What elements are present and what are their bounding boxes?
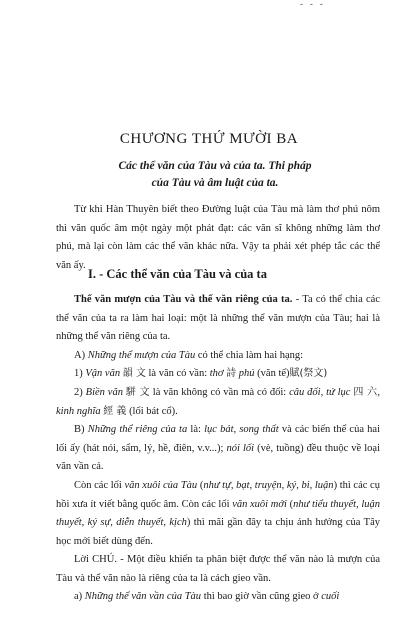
example-kinh-nghia: , kinh nghĩa — [56, 387, 380, 417]
top-edge-marks: - - - — [300, 0, 325, 10]
chapter-subtitle-line-1: Các thể văn của Tàu và của ta. Thi pháp — [118, 160, 312, 172]
text-1: là văn có vần: — [145, 368, 210, 379]
paragraph-note — [56, 551, 380, 588]
example-phu: phú — [238, 368, 255, 379]
term-cuoi: cuối — [321, 591, 340, 602]
paren-open-1: ( — [197, 480, 204, 491]
paragraph-a — [56, 347, 380, 366]
term-b: Những thể riêng của ta — [87, 424, 188, 435]
label-b: B) — [74, 424, 88, 435]
text-b-tail: (vè, tuồng) đều thuộc về loại văn vần cả. — [56, 442, 380, 472]
label-a: A) — [74, 350, 88, 361]
cjk-tu-luc: 四 六 — [353, 387, 378, 398]
text-b: là: — [187, 424, 205, 435]
paragraph-2 — [56, 384, 380, 421]
text-c-2: ) thì các cụ hồi xưa ít viết bằng quốc âm. Còn các lối — [56, 480, 380, 510]
paragraph-1 — [56, 365, 380, 384]
example-cau-doi: câu đối, tứ lục — [289, 387, 351, 398]
example-luc-bat: lục bát, song thất — [204, 424, 279, 435]
term-a: Những thể mượn của Tàu — [87, 350, 196, 361]
label-a-rhyme: a) — [74, 591, 85, 602]
paragraph-body: - Ta có thể chia các thể văn của ta ra làm hai loại: một là những thể văn mượn của Tàu; hai là những thể văn riêng của ta. — [56, 294, 381, 342]
intro-paragraph — [56, 201, 380, 275]
example-noi-loi: nói lối — [226, 442, 255, 454]
text-e: thì bao giờ vần cũng gieo ở — [201, 591, 322, 602]
cjk-tho: 詩 — [226, 368, 237, 379]
example-tho: thơ — [209, 368, 224, 379]
intro-text: Từ khi Hàn Thuyên biết theo Đường luật của Tàu mà làm thơ phú nôm thì văn quốc âm một ngày một phát đạt: các văn sĩ không những làm thơ phú, mà lại còn làm các thể văn khác nữa. Vậy ta phải xét phép tắc các thể văn ấy. — [56, 204, 380, 271]
text-b-2: và các biến thể của hai lối ấy (hát nói, sẩm, lý, hề, điên, v.v...); — [56, 424, 380, 454]
chapter-title: CHƯƠNG THỨ MƯỜI BA — [119, 131, 299, 147]
cjk-phu: 賦(祭文) — [289, 368, 328, 379]
paragraph-prose — [56, 477, 380, 551]
paragraph-b — [56, 421, 380, 477]
num-1: 1) — [74, 368, 86, 379]
cjk-kinh-nghia: 經 義 — [103, 405, 127, 417]
text-a: có thể chia làm hai hạng: — [195, 350, 304, 361]
cjk-van-van: 韻 文 — [122, 368, 146, 379]
text-c-tail: ) thì mãi gần đây ta chịu ảnh hưởng của Tây học mới biết dùng đến. — [56, 517, 380, 547]
paren-open-2: ( — [286, 498, 294, 510]
paragraph-borrowed-vs-native — [56, 291, 380, 347]
section-heading: I. - Các thể văn của Tàu và của ta — [88, 267, 267, 281]
examples-van-xuoi-moi: như tiểu thuyết, luận thuyết, ký sự, diễn thuyết, kịch — [56, 498, 381, 528]
text-c: Còn các lối — [74, 480, 125, 491]
text-1-tail: (văn tế) — [254, 368, 290, 379]
cjk-bien-van: 駢 文 — [125, 387, 150, 398]
note-text: Lời CHÚ. - Một điều khiến ta phân biệt được thể văn nào là mượn của Tàu và thể văn nào là riêng của ta là cách gieo vần. — [56, 554, 380, 584]
term-van-xuoi-tau: văn xuôi của Tàu — [124, 480, 198, 491]
paragraph-a-rhyme — [56, 588, 380, 607]
num-2: 2) — [74, 387, 86, 398]
term-van-xuoi-moi: văn xuôi mới — [232, 498, 287, 510]
term-van-van: Vận văn — [85, 368, 121, 379]
term-van-van-tau: Những thể văn vần của Tàu — [84, 591, 202, 602]
examples-van-xuoi: như tự, bạt, truyện, ký, bi, luận — [203, 480, 334, 491]
term-bien-van: Biền văn — [85, 387, 123, 398]
text-2: là văn không có vần mà có đối: — [149, 387, 290, 398]
paragraph-lead-bold: Thể văn mượn của Tàu và thể văn riêng của ta. — [74, 294, 293, 305]
text-2-tail: (lối bát cổ). — [126, 405, 178, 417]
chapter-subtitle-line-2: của Tàu và âm luật của ta. — [151, 177, 279, 189]
